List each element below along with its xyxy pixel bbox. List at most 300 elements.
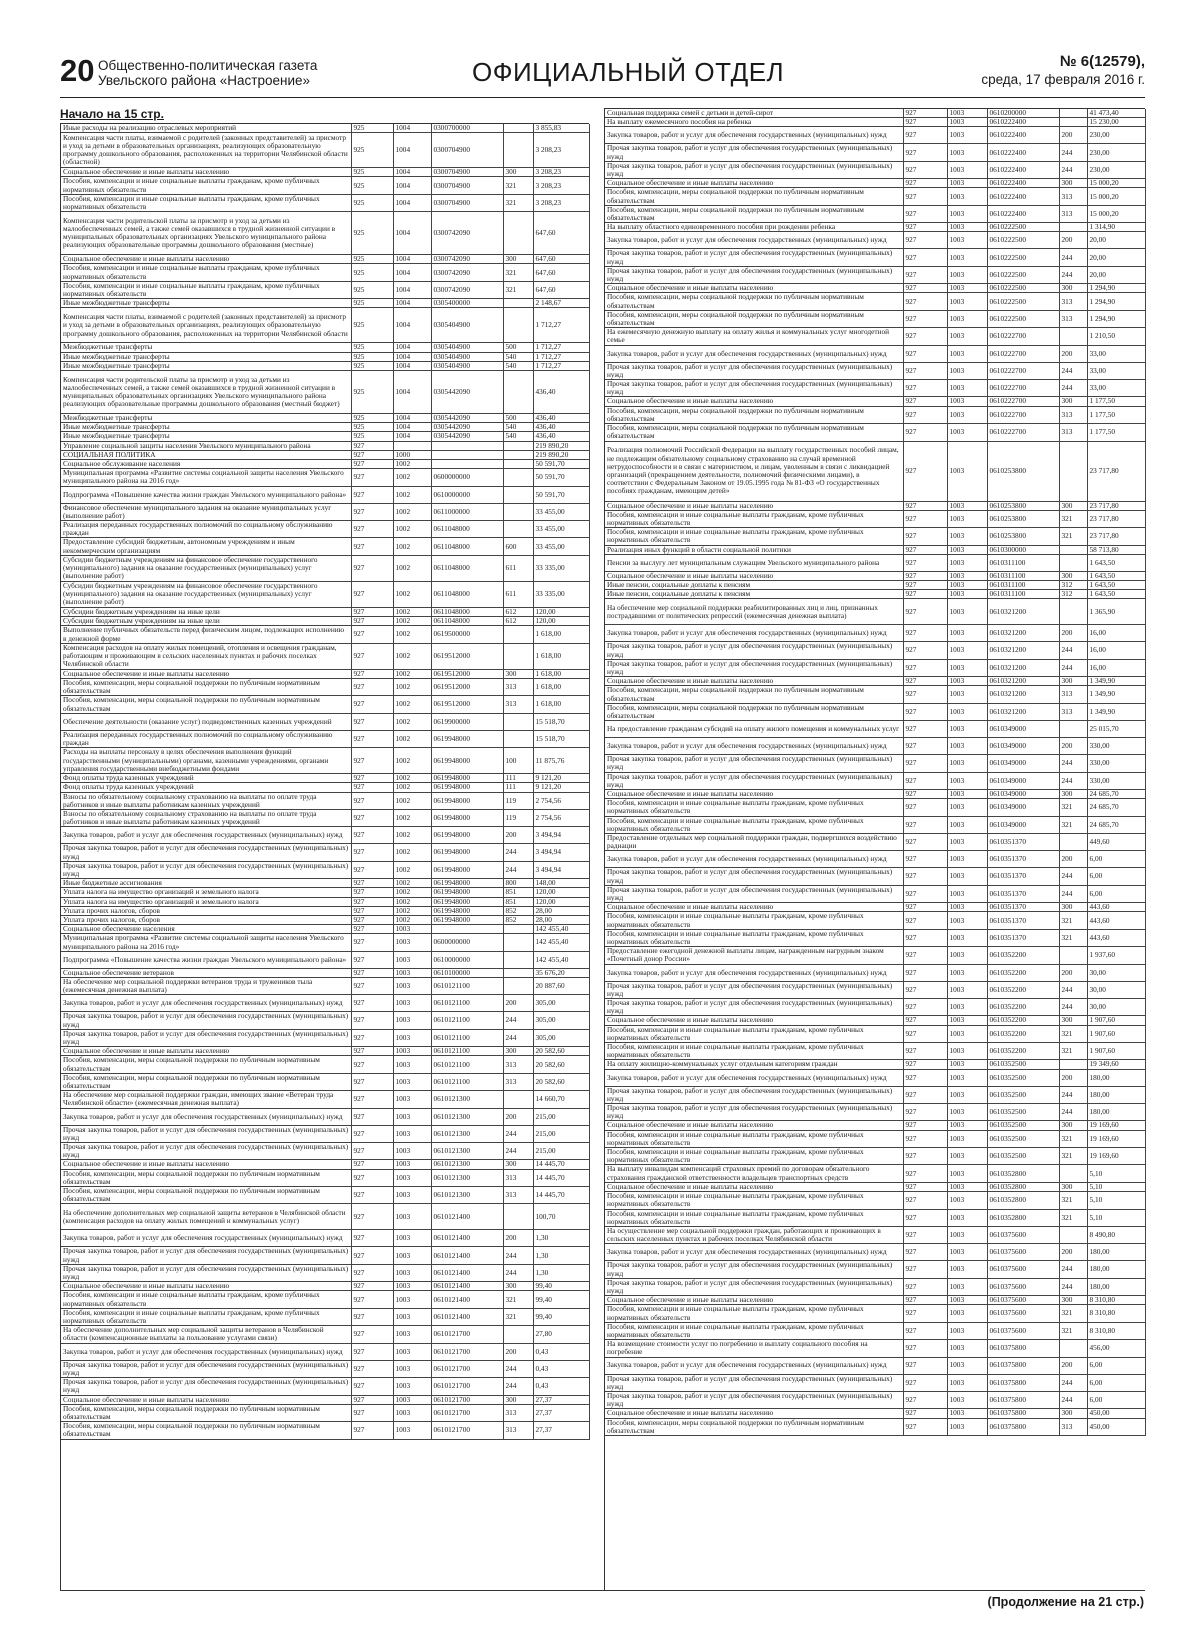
- amount: 219 890,20: [533, 450, 589, 459]
- amount: 180,00: [1087, 1104, 1145, 1121]
- section-code: 1004: [393, 177, 431, 194]
- ministry-code: 927: [903, 1261, 947, 1278]
- expense-type: 500: [503, 343, 533, 352]
- expense-type: 244: [503, 1029, 533, 1046]
- ministry-code: 927: [351, 503, 393, 520]
- amount: 3 494,94: [533, 827, 589, 844]
- ministry-code: 927: [903, 686, 947, 703]
- expense-type: 313: [503, 678, 533, 695]
- expense-type: 313: [503, 1404, 533, 1421]
- target-article: 0619948000: [431, 792, 503, 809]
- table-row: [61, 194, 589, 211]
- amount: 1 643,50: [1087, 580, 1145, 589]
- target-article: 0300742090: [431, 255, 503, 264]
- expense-type: 300: [503, 255, 533, 264]
- target-article: 0610222500: [987, 232, 1059, 249]
- amount: 5,10: [1087, 1182, 1145, 1191]
- budget-table-left: [61, 124, 590, 1440]
- expense-type: [1059, 545, 1087, 554]
- amount: 215,00: [533, 1143, 589, 1160]
- expense-type: 200: [503, 1343, 533, 1360]
- row-name: Пособия, компенсации, меры социальной поддержки по публичным нормативным обязательствам: [61, 1422, 351, 1439]
- amount: 1 365,90: [1087, 599, 1145, 625]
- expense-type: [503, 371, 533, 414]
- amount: 436,40: [533, 414, 589, 423]
- target-article: 0619900000: [431, 713, 503, 730]
- expense-type: [503, 460, 533, 469]
- row-name: Прочая закупка товаров, работ и услуг для обеспечения государственных (муниципальных) нужд: [61, 1012, 351, 1029]
- expense-type: 612: [503, 607, 533, 616]
- row-name: Закупка товаров, работ и услуг для обеспечения государственных (муниципальных) нужд: [605, 625, 903, 642]
- target-article: 0610222400: [987, 179, 1059, 188]
- amount: 19 169,60: [1087, 1121, 1145, 1130]
- table-row: [61, 861, 589, 878]
- ministry-code: 927: [903, 223, 947, 232]
- amount: 16,00: [1087, 642, 1145, 659]
- target-article: 0610121100: [431, 977, 503, 994]
- ministry-code: 927: [351, 1091, 393, 1108]
- table-row: [605, 686, 1145, 703]
- amount: 1 177,50: [1087, 397, 1145, 406]
- row-name: Компенсация части родительской платы за присмотр и уход за детьми из малообеспеченных семей, а также семей оказавшихся в трудной жизненной ситуации в муниципальных образовательных организациях Увельского муниципального района реализующих образовательные программы дошкольного образования (местные): [61, 212, 351, 255]
- expense-type: 321: [1059, 1043, 1087, 1060]
- table-row: [61, 503, 589, 520]
- expense-type: 300: [1059, 1409, 1087, 1418]
- amount: 15 000,20: [1087, 188, 1145, 205]
- amount: 20,00: [1087, 266, 1145, 283]
- table-row: [605, 1261, 1145, 1278]
- expense-type: 540: [503, 352, 533, 361]
- amount: 99,40: [533, 1308, 589, 1325]
- amount: 1 712,27: [533, 361, 589, 370]
- amount: 219 890,20: [533, 441, 589, 450]
- section-code: 1003: [947, 947, 987, 964]
- section-code: 1004: [393, 352, 431, 361]
- amount: 148,00: [533, 879, 589, 888]
- ministry-code: 927: [351, 925, 393, 934]
- ministry-code: 927: [903, 510, 947, 527]
- row-name: Обеспечение деятельности (оказание услуг) подведомственных казенных учреждений: [61, 713, 351, 730]
- section-code: 1003: [393, 1056, 431, 1073]
- ministry-code: 927: [351, 748, 393, 774]
- target-article: 0610352200: [987, 964, 1059, 981]
- target-article: 0619500000: [431, 626, 503, 643]
- section-code: 1003: [947, 677, 987, 686]
- target-article: 0610321200: [987, 686, 1059, 703]
- ministry-code: 927: [903, 833, 947, 850]
- expense-type: 300: [1059, 1016, 1087, 1025]
- section-code: 1002: [393, 460, 431, 469]
- section-code: 1004: [393, 281, 431, 298]
- amount: 450,00: [1087, 1418, 1145, 1435]
- expense-type: [503, 308, 533, 343]
- expense-type: 321: [1059, 1209, 1087, 1226]
- table-row: [605, 677, 1145, 686]
- section-code: 1002: [393, 748, 431, 774]
- ministry-code: 927: [903, 293, 947, 310]
- amount: 647,60: [533, 212, 589, 255]
- table-row: [605, 947, 1145, 964]
- amount: 215,00: [533, 1108, 589, 1125]
- expense-type: 313: [1059, 424, 1087, 441]
- ministry-code: 927: [903, 677, 947, 686]
- row-name: Прочая закупка товаров, работ и услуг для обеспечения государственных (муниципальных) нужд: [605, 1104, 903, 1121]
- section-code: 1003: [393, 1160, 431, 1169]
- amount: 142 455,40: [533, 925, 589, 934]
- amount: 230,00: [1087, 161, 1145, 178]
- ministry-code: 927: [903, 345, 947, 362]
- expense-type: 321: [1059, 1025, 1087, 1042]
- table-row: [61, 827, 589, 844]
- ministry-code: 927: [351, 1160, 393, 1169]
- row-name: Субсидии бюджетным учреждениям на иные цели: [61, 617, 351, 626]
- ministry-code: 927: [351, 1187, 393, 1204]
- target-article: 0619512000: [431, 696, 503, 713]
- row-name: Прочая закупка товаров, работ и услуг для обеспечения государственных (муниципальных) нужд: [605, 161, 903, 178]
- target-article: 0610321200: [987, 599, 1059, 625]
- ministry-code: 927: [903, 659, 947, 676]
- row-name: Социальное обеспечение и иные выплаты населению: [605, 179, 903, 188]
- section-code: 1004: [393, 264, 431, 281]
- expense-type: 200: [1059, 127, 1087, 144]
- amount: 1 349,90: [1087, 703, 1145, 720]
- row-name: Финансовое обеспечение муниципального задания на оказание муниципальных услуг (выполнение работ): [61, 503, 351, 520]
- section-code: 1003: [393, 1012, 431, 1029]
- table-row: [605, 266, 1145, 283]
- expense-type: 312: [1059, 580, 1087, 589]
- row-name: Прочая закупка товаров, работ и услуг для обеспечения государственных (муниципальных) нужд: [605, 868, 903, 885]
- expense-type: 200: [1059, 345, 1087, 362]
- section-code: 1002: [393, 555, 431, 581]
- row-name: Закупка товаров, работ и услуг для обеспечения государственных (муниципальных) нужд: [605, 345, 903, 362]
- expense-type: 244: [503, 1247, 533, 1264]
- amount: 30,00: [1087, 981, 1145, 998]
- ministry-code: 927: [903, 144, 947, 161]
- target-article: 0610222500: [987, 310, 1059, 327]
- row-name: Социальное обеспечение и иные выплаты населению: [605, 1016, 903, 1025]
- section-code: 1003: [947, 1357, 987, 1374]
- ministry-code: 927: [903, 554, 947, 571]
- amount: 8 310,80: [1087, 1305, 1145, 1322]
- expense-type: 244: [1059, 161, 1087, 178]
- table-row: [605, 590, 1145, 599]
- expense-type: 313: [503, 1422, 533, 1439]
- section-code: 1003: [947, 424, 987, 441]
- amount: 1 907,60: [1087, 1043, 1145, 1060]
- ministry-code: 927: [351, 1169, 393, 1186]
- amount: 24 685,70: [1087, 799, 1145, 816]
- target-article: 0610121300: [431, 1160, 503, 1169]
- amount: 30,00: [1087, 964, 1145, 981]
- target-article: 0610300000: [987, 545, 1059, 554]
- target-article: 0610321200: [987, 703, 1059, 720]
- table-row: [605, 1086, 1145, 1103]
- target-article: 0610352500: [987, 1069, 1059, 1086]
- section-code: 1003: [393, 1422, 431, 1439]
- section-code: 1003: [947, 659, 987, 676]
- table-row: [61, 888, 589, 897]
- ministry-code: 927: [903, 625, 947, 642]
- section-code: 1003: [947, 1261, 987, 1278]
- target-article: 0610375800: [987, 1409, 1059, 1418]
- table-row: [605, 789, 1145, 798]
- ministry-code: 927: [351, 730, 393, 747]
- amount: 25 015,70: [1087, 721, 1145, 738]
- row-name: Социальное обеспечение населения: [61, 925, 351, 934]
- ministry-code: 925: [351, 414, 393, 423]
- amount: 1 314,90: [1087, 223, 1145, 232]
- expense-type: 244: [1059, 981, 1087, 998]
- target-article: 0610352500: [987, 1104, 1059, 1121]
- table-row: [605, 1016, 1145, 1025]
- row-name: Муниципальная программа «Развитие системы социальной защиты населения Увельского муниципального района на 2016 год»: [61, 469, 351, 486]
- table-row: [605, 981, 1145, 998]
- expense-type: 313: [503, 1073, 533, 1090]
- target-article: 0610375600: [987, 1226, 1059, 1243]
- row-name: Пособия, компенсации и иные социальные выплаты гражданам, кроме публичных нормативных обязательств: [61, 1308, 351, 1325]
- row-name: Иные межбюджетные трансферты: [61, 423, 351, 432]
- ministry-code: 927: [351, 844, 393, 861]
- target-article: 0610100000: [431, 968, 503, 977]
- amount: 1 294,90: [1087, 293, 1145, 310]
- ministry-code: 927: [351, 1125, 393, 1142]
- section-code: 1003: [947, 1244, 987, 1261]
- row-name: Пособия, компенсации и иные социальные выплаты гражданам, кроме публичных нормативных обязательств: [605, 1148, 903, 1165]
- target-article: 0619948000: [431, 748, 503, 774]
- ministry-code: 927: [903, 545, 947, 554]
- expense-type: 119: [503, 792, 533, 809]
- ministry-code: 927: [351, 1264, 393, 1281]
- newspaper-name: [98, 58, 317, 88]
- amount: 6,00: [1087, 868, 1145, 885]
- table-row: [605, 345, 1145, 362]
- ministry-code: 927: [903, 1104, 947, 1121]
- row-name: Прочая закупка товаров, работ и услуг для обеспечения государственных (муниципальных) нужд: [61, 1143, 351, 1160]
- row-name: Прочая закупка товаров, работ и услуг для обеспечения государственных (муниципальных) нужд: [605, 1261, 903, 1278]
- amount: 120,00: [533, 888, 589, 897]
- section-code: 1002: [393, 915, 431, 924]
- expense-type: 500: [503, 414, 533, 423]
- section-code: 1003: [947, 1296, 987, 1305]
- expense-type: 321: [1059, 510, 1087, 527]
- ministry-code: 927: [351, 1204, 393, 1230]
- amount: 1 907,60: [1087, 1025, 1145, 1042]
- amount: 1 643,50: [1087, 590, 1145, 599]
- row-name: Пособия, компенсации и иные социальные выплаты гражданам, кроме публичных нормативных обязательств: [605, 929, 903, 946]
- table-row: [61, 1029, 589, 1046]
- table-row: [61, 1404, 589, 1421]
- amount: 8 310,80: [1087, 1322, 1145, 1339]
- ministry-code: 927: [903, 999, 947, 1016]
- expense-type: [503, 977, 533, 994]
- row-name: Пособия, компенсации, меры социальной поддержки по публичным нормативным обязательствам: [605, 686, 903, 703]
- section-code: 1003: [947, 738, 987, 755]
- expense-type: 851: [503, 888, 533, 897]
- expense-type: [503, 951, 533, 968]
- amount: 20,00: [1087, 249, 1145, 266]
- section-code: 1003: [947, 293, 987, 310]
- ministry-code: 927: [903, 310, 947, 327]
- ministry-code: 927: [351, 581, 393, 607]
- ministry-code: 927: [351, 1326, 393, 1343]
- amount: 1 618,00: [533, 696, 589, 713]
- ministry-code: 927: [903, 1409, 947, 1418]
- ministry-code: 927: [351, 827, 393, 844]
- section-code: 1003: [393, 951, 431, 968]
- expense-type: 321: [1059, 929, 1087, 946]
- expense-type: 244: [503, 1125, 533, 1142]
- section-code: 1002: [393, 696, 431, 713]
- section-code: 1003: [947, 755, 987, 772]
- ministry-code: 927: [903, 929, 947, 946]
- row-name: Прочая закупка товаров, работ и услуг для обеспечения государственных (муниципальных) нужд: [61, 1360, 351, 1377]
- table-row: [61, 308, 589, 343]
- target-article: 0610311100: [987, 590, 1059, 599]
- row-name: Социальное обеспечение и иные выплаты населению: [605, 1296, 903, 1305]
- target-article: 0610351370: [987, 885, 1059, 902]
- table-row: [605, 772, 1145, 789]
- row-name: На обеспечение дополнительных мер социальной защиты ветеранов в Челябинской области (компенсация расходов на оплату жилых помещений и коммунальных услуг): [61, 1204, 351, 1230]
- table-row: [605, 179, 1145, 188]
- expense-type: 244: [503, 1143, 533, 1160]
- amount: 3 494,94: [533, 861, 589, 878]
- row-name: Прочая закупка товаров, работ и услуг для обеспечения государственных (муниципальных) нужд: [605, 1086, 903, 1103]
- ministry-code: 925: [351, 361, 393, 370]
- table-row: [61, 264, 589, 281]
- row-name: Пособия, компенсации и иные социальные выплаты гражданам, кроме публичных нормативных обязательств: [605, 1209, 903, 1226]
- table-row: [605, 161, 1145, 178]
- ministry-code: 927: [903, 1418, 947, 1435]
- row-name: Пособия, компенсации и иные социальные выплаты гражданам, кроме публичных нормативных обязательств: [605, 912, 903, 929]
- ministry-code: 925: [351, 352, 393, 361]
- expense-type: 300: [1059, 179, 1087, 188]
- table-row: [605, 424, 1145, 441]
- table-row: [605, 912, 1145, 929]
- table-row: [605, 1209, 1145, 1226]
- row-name: Социальное обеспечение и иные выплаты населению: [605, 1121, 903, 1130]
- target-article: 0610253800: [987, 528, 1059, 545]
- target-article: 0610352800: [987, 1192, 1059, 1209]
- section-code: 1004: [393, 308, 431, 343]
- row-name: Выполнение публичных обязательств перед физическим лицом, подлежащих исполнению в денежной форме: [61, 626, 351, 643]
- target-article: 0600000000: [431, 934, 503, 951]
- section-code: 1003: [947, 1148, 987, 1165]
- row-name: Прочая закупка товаров, работ и услуг для обеспечения государственных (муниципальных) нужд: [605, 659, 903, 676]
- row-name: Пособия, компенсации, меры социальной поддержки по публичным нормативным обязательствам: [605, 406, 903, 423]
- amount: 450,00: [1087, 1409, 1145, 1418]
- target-article: 0610375800: [987, 1418, 1059, 1435]
- expense-type: 321: [1059, 912, 1087, 929]
- expense-type: 244: [1059, 362, 1087, 379]
- ministry-code: 925: [351, 308, 393, 343]
- target-article: 0610352200: [987, 947, 1059, 964]
- target-article: 0610352800: [987, 1209, 1059, 1226]
- ministry-code: 927: [903, 947, 947, 964]
- target-article: 0610121700: [431, 1343, 503, 1360]
- row-name: Пособия, компенсации, меры социальной поддержки по публичным нормативным обязательствам: [605, 205, 903, 222]
- ministry-code: 927: [903, 1226, 947, 1243]
- row-name: Прочая закупка товаров, работ и услуг для обеспечения государственных (муниципальных) нужд: [605, 981, 903, 998]
- ministry-code: 927: [903, 789, 947, 798]
- expense-type: 244: [1059, 772, 1087, 789]
- ministry-code: 927: [903, 1391, 947, 1408]
- section-title: ОФИЦИАЛЬНЫЙ ОТДЕЛ: [472, 57, 785, 87]
- section-code: 1002: [393, 827, 431, 844]
- table-row: [61, 133, 589, 168]
- target-article: 0300742090: [431, 212, 503, 255]
- row-name: На выплату областного единовременного пособия при рождении ребенка: [605, 223, 903, 232]
- table-row: [61, 879, 589, 888]
- section-code: 1003: [947, 510, 987, 527]
- amount: 1 618,00: [533, 626, 589, 643]
- section-code: 1003: [947, 868, 987, 885]
- table-row: [605, 1357, 1145, 1374]
- budget-table-right-column: [604, 108, 1145, 1590]
- table-row: [61, 1378, 589, 1395]
- expense-type: 244: [503, 844, 533, 861]
- expense-type: [503, 934, 533, 951]
- expense-type: 244: [1059, 1374, 1087, 1391]
- row-name: Прочая закупка товаров, работ и услуг для обеспечения государственных (муниципальных) нужд: [61, 1264, 351, 1281]
- section-code: 1003: [393, 968, 431, 977]
- section-code: 1002: [393, 861, 431, 878]
- section-code: 1003: [393, 1326, 431, 1343]
- expense-type: 244: [1059, 1104, 1087, 1121]
- expense-type: 300: [503, 669, 533, 678]
- expense-type: 244: [1059, 1391, 1087, 1408]
- expense-type: [1059, 1340, 1087, 1357]
- expense-type: 200: [503, 827, 533, 844]
- table-row: [605, 1296, 1145, 1305]
- expense-type: 200: [503, 1108, 533, 1125]
- issue-number: № 6(12579),: [1059, 53, 1145, 70]
- table-row: [605, 1121, 1145, 1130]
- table-row: [61, 669, 589, 678]
- amount: 305,00: [533, 1012, 589, 1029]
- target-article: 0610222400: [987, 144, 1059, 161]
- table-row: [605, 127, 1145, 144]
- row-name: Социальное обеспечение и иные выплаты населению: [61, 1282, 351, 1291]
- row-name: Предоставление ежегодной денежной выплаты лицам, награжденным нагрудным знаком «Почетный донор России»: [605, 947, 903, 964]
- row-name: Пособия, компенсации, меры социальной поддержки по публичным нормативным обязательствам: [61, 1169, 351, 1186]
- row-name: Прочая закупка товаров, работ и услуг для обеспечения государственных (муниципальных) нужд: [605, 642, 903, 659]
- row-name: Реализация иных функций в области социальной политики: [605, 545, 903, 554]
- expense-type: [503, 521, 533, 538]
- ministry-code: 927: [903, 1340, 947, 1357]
- ministry-code: 927: [903, 1305, 947, 1322]
- row-name: Уплата налога на имущество организаций и земельного налога: [61, 888, 351, 897]
- expense-type: 300: [1059, 571, 1087, 580]
- amount: 100,70: [533, 1204, 589, 1230]
- row-name: Социальное обеспечение и иные выплаты населению: [605, 1409, 903, 1418]
- expense-type: 611: [503, 555, 533, 581]
- row-name: Фонд оплаты труда казенных учреждений: [61, 783, 351, 792]
- target-article: 0305442090: [431, 423, 503, 432]
- expense-type: [503, 925, 533, 934]
- ministry-code: 927: [351, 643, 393, 669]
- table-row: [61, 934, 589, 951]
- ministry-code: 927: [351, 669, 393, 678]
- table-row: [605, 118, 1145, 127]
- expense-type: [1059, 721, 1087, 738]
- table-row: [61, 1073, 589, 1090]
- section-code: 1004: [393, 423, 431, 432]
- ministry-code: 925: [351, 423, 393, 432]
- section-code: 1003: [947, 127, 987, 144]
- ministry-code: 927: [903, 772, 947, 789]
- ministry-code: 927: [903, 703, 947, 720]
- section-code: 1002: [393, 581, 431, 607]
